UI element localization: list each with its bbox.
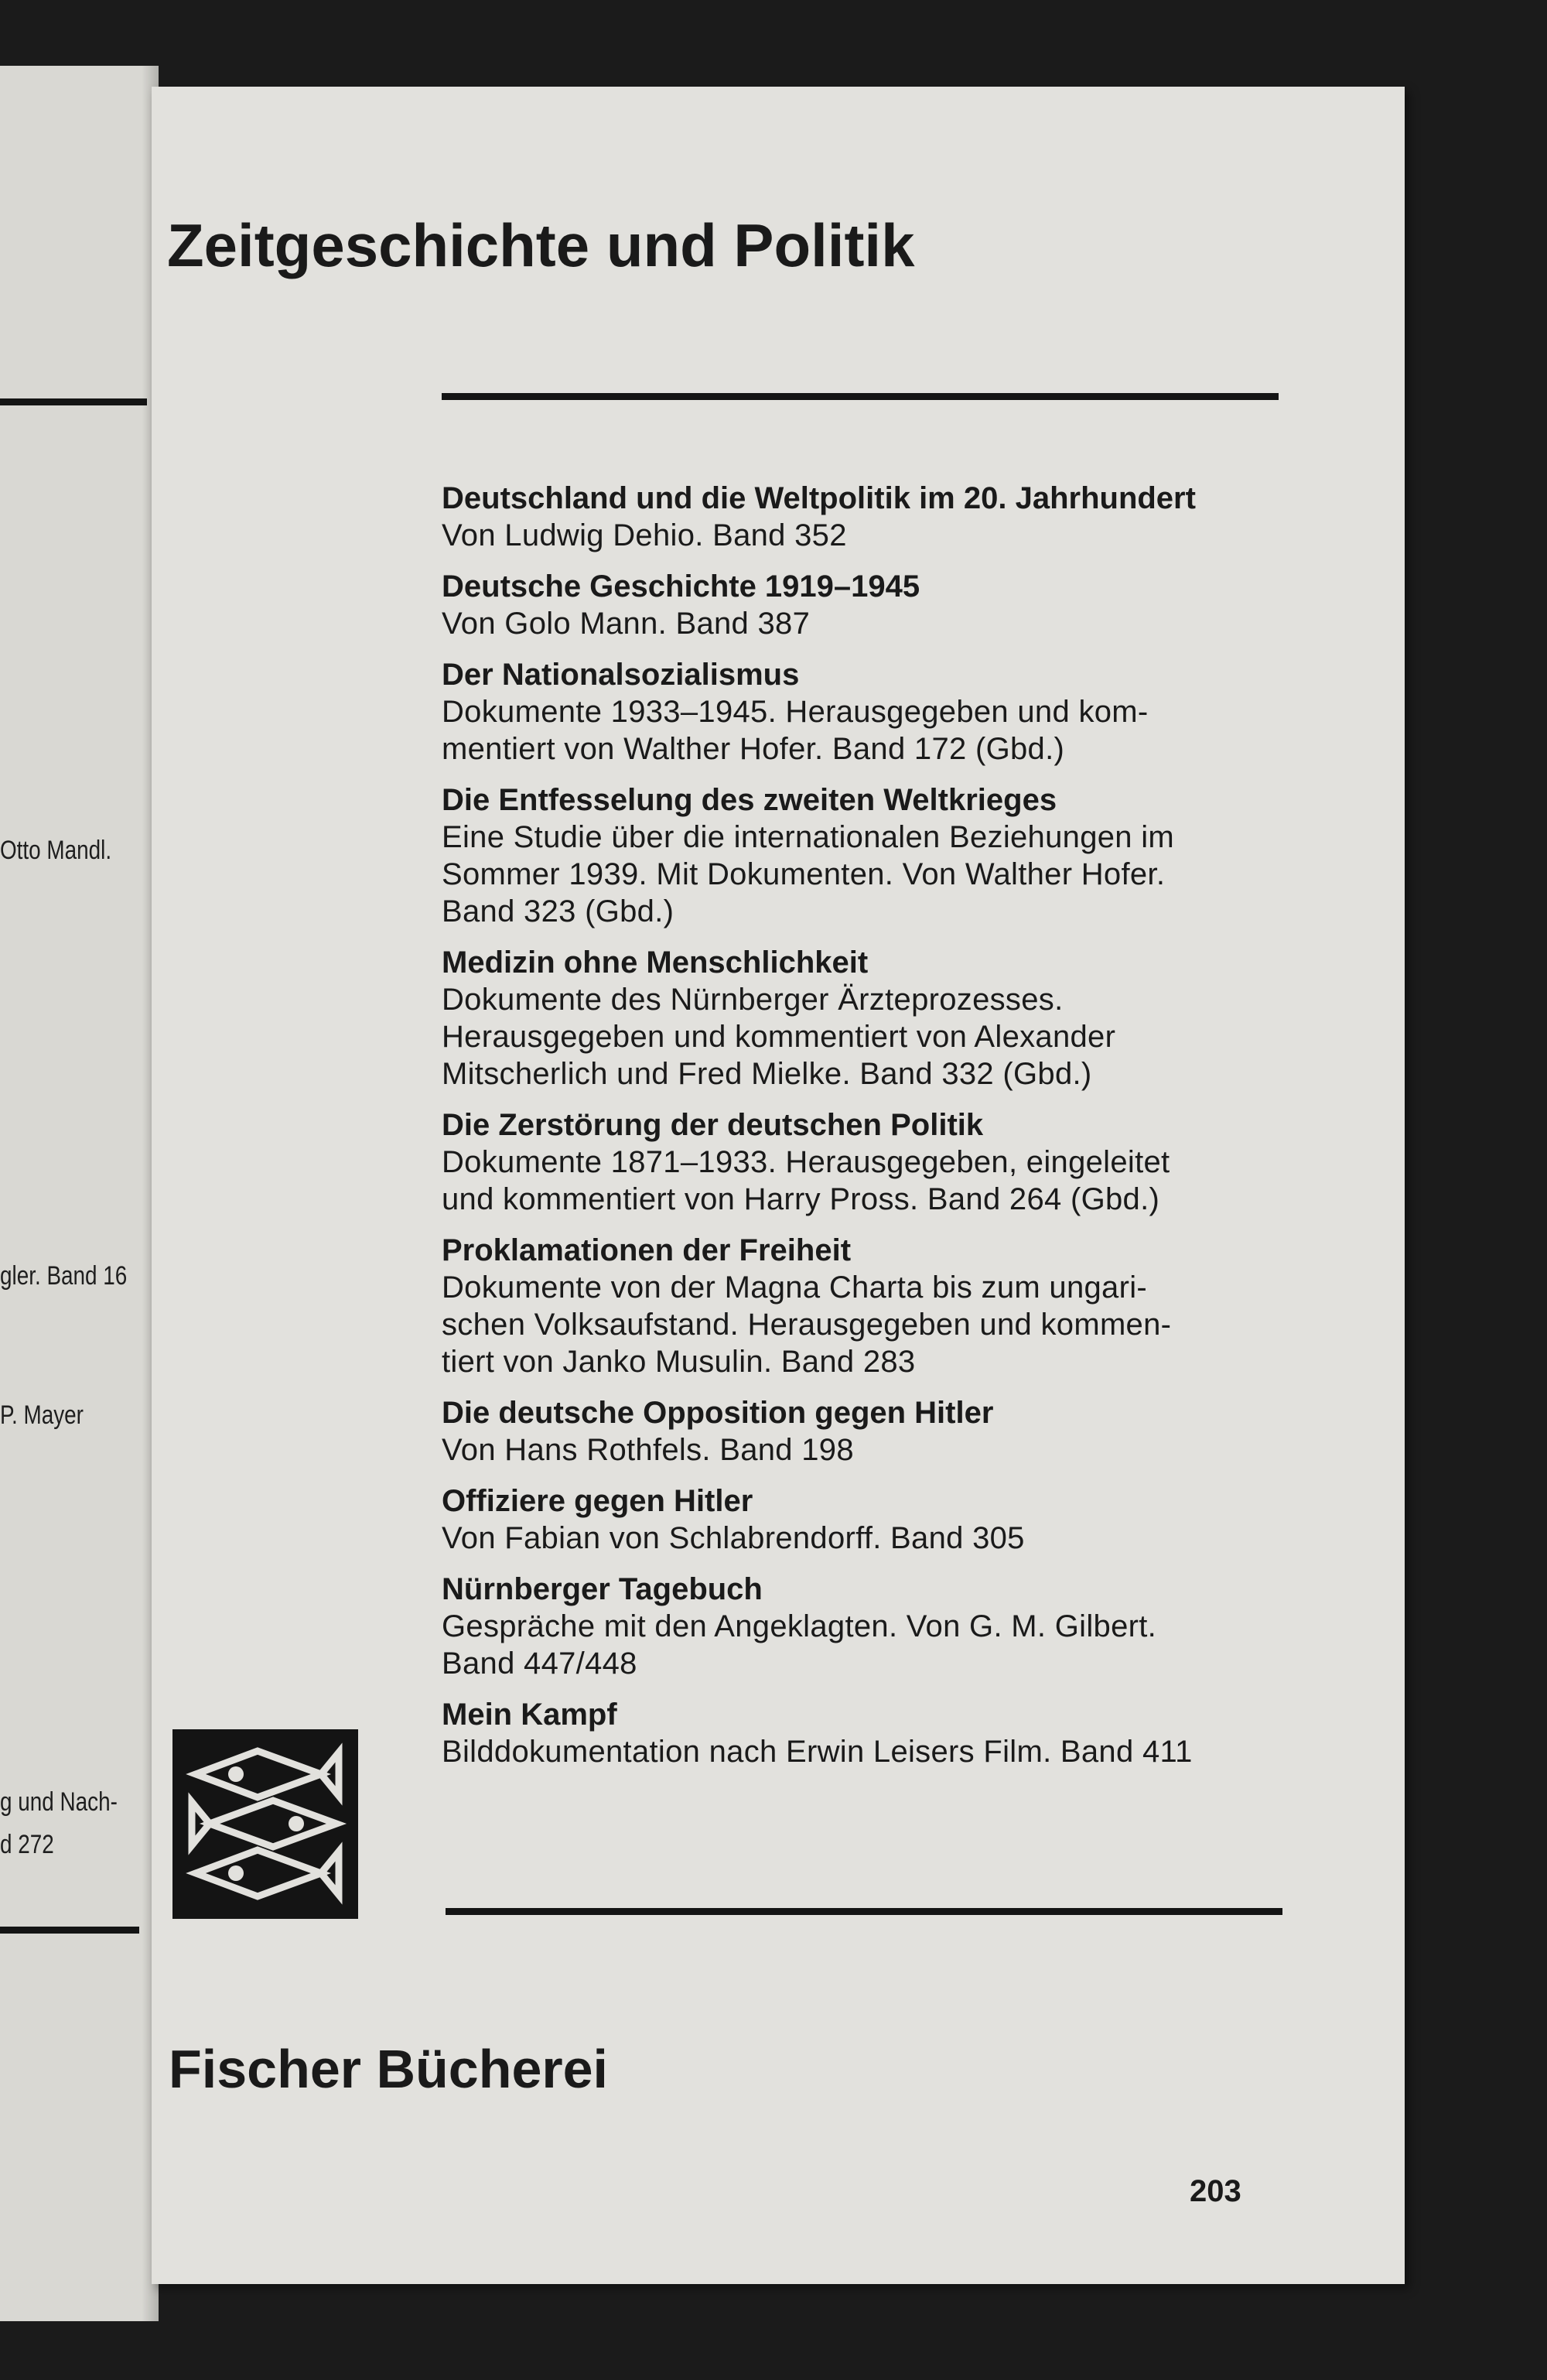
book-title: Der Nationalsozialismus xyxy=(442,658,800,692)
book-title: Medizin ohne Menschlichkeit xyxy=(442,946,869,980)
book-entry xyxy=(442,1696,1308,1770)
book-entry xyxy=(442,781,1308,930)
book-entry xyxy=(442,480,1308,554)
left-page-rule-bottom xyxy=(0,1927,139,1934)
book-page xyxy=(152,87,1405,2284)
publisher-name: Fischer Bücherei xyxy=(169,2039,608,2099)
book-title: Die Zerstörung der deutschen Politik xyxy=(442,1108,984,1142)
book-title: Deutschland und die Weltpolitik im 20. Jahrhundert xyxy=(442,481,1196,515)
book-entry xyxy=(442,1232,1308,1380)
book-details: und kommentiert von Harry Pross. Band 264 (Gbd.) xyxy=(442,1182,1160,1216)
left-page-fragment: d 272 xyxy=(0,1830,54,1859)
book-list xyxy=(442,480,1308,1784)
book-details: Bilddokumentation nach Erwin Leisers Film. Band 411 xyxy=(442,1735,1193,1769)
left-facing-page xyxy=(0,66,159,2321)
page-number: 203 xyxy=(1190,2174,1241,2208)
left-page-fragment: Otto Mandl. xyxy=(0,836,112,865)
bottom-rule xyxy=(446,1908,1282,1915)
left-page-rule-top xyxy=(0,398,147,405)
three-fish-logo-icon xyxy=(172,1729,358,1919)
left-page-fragment: P. Mayer xyxy=(0,1400,84,1430)
book-details: Sommer 1939. Mit Dokumenten. Von Walther Hofer. xyxy=(442,857,1166,891)
book-details: Dokumente 1933–1945. Herausgegeben und kom- xyxy=(442,695,1149,729)
book-entry xyxy=(442,1394,1308,1469)
book-entry xyxy=(442,1482,1308,1557)
left-page-fragment: gler. Band 16 xyxy=(0,1261,128,1291)
book-title: Die deutsche Opposition gegen Hitler xyxy=(442,1396,994,1430)
top-rule xyxy=(442,393,1279,400)
book-details: Band 447/448 xyxy=(442,1647,637,1681)
book-entry xyxy=(442,944,1308,1093)
book-entry xyxy=(442,568,1308,642)
book-details: schen Volksaufstand. Herausgegeben und kommen- xyxy=(442,1308,1172,1342)
book-details: Eine Studie über die internationalen Beziehungen im xyxy=(442,820,1175,854)
book-details: Herausgegeben und kommentiert von Alexander xyxy=(442,1020,1116,1054)
book-details: Mitscherlich und Fred Mielke. Band 332 (Gbd.) xyxy=(442,1057,1092,1091)
book-details: Von Ludwig Dehio. Band 352 xyxy=(442,518,847,552)
page-title: Zeitgeschichte und Politik xyxy=(167,211,915,279)
book-details: Gespräche mit den Angeklagten. Von G. M. Gilbert. xyxy=(442,1609,1157,1643)
book-title: Mein Kampf xyxy=(442,1698,617,1732)
book-details: mentiert von Walther Hofer. Band 172 (Gbd.) xyxy=(442,732,1065,766)
book-entry xyxy=(442,1571,1308,1682)
book-details: Von Fabian von Schlabrendorff. Band 305 xyxy=(442,1521,1025,1555)
book-title: Deutsche Geschichte 1919–1945 xyxy=(442,569,920,604)
book-title: Proklamationen der Freiheit xyxy=(442,1233,852,1267)
left-page-fragment: g und Nach- xyxy=(0,1787,118,1817)
book-details: tiert von Janko Musulin. Band 283 xyxy=(442,1345,916,1379)
book-title: Die Entfesselung des zweiten Weltkrieges xyxy=(442,783,1057,817)
book-title: Nürnberger Tagebuch xyxy=(442,1572,763,1606)
book-details: Band 323 (Gbd.) xyxy=(442,894,674,928)
book-entry xyxy=(442,1106,1308,1218)
book-title: Offiziere gegen Hitler xyxy=(442,1484,753,1518)
book-details: Dokumente 1871–1933. Herausgegeben, eingeleitet xyxy=(442,1145,1170,1179)
book-entry xyxy=(442,656,1308,768)
book-details: Von Hans Rothfels. Band 198 xyxy=(442,1433,854,1467)
book-details: Dokumente von der Magna Charta bis zum ungari- xyxy=(442,1270,1148,1305)
book-details: Dokumente des Nürnberger Ärzteprozesses. xyxy=(442,983,1064,1017)
book-details: Von Golo Mann. Band 387 xyxy=(442,607,811,641)
